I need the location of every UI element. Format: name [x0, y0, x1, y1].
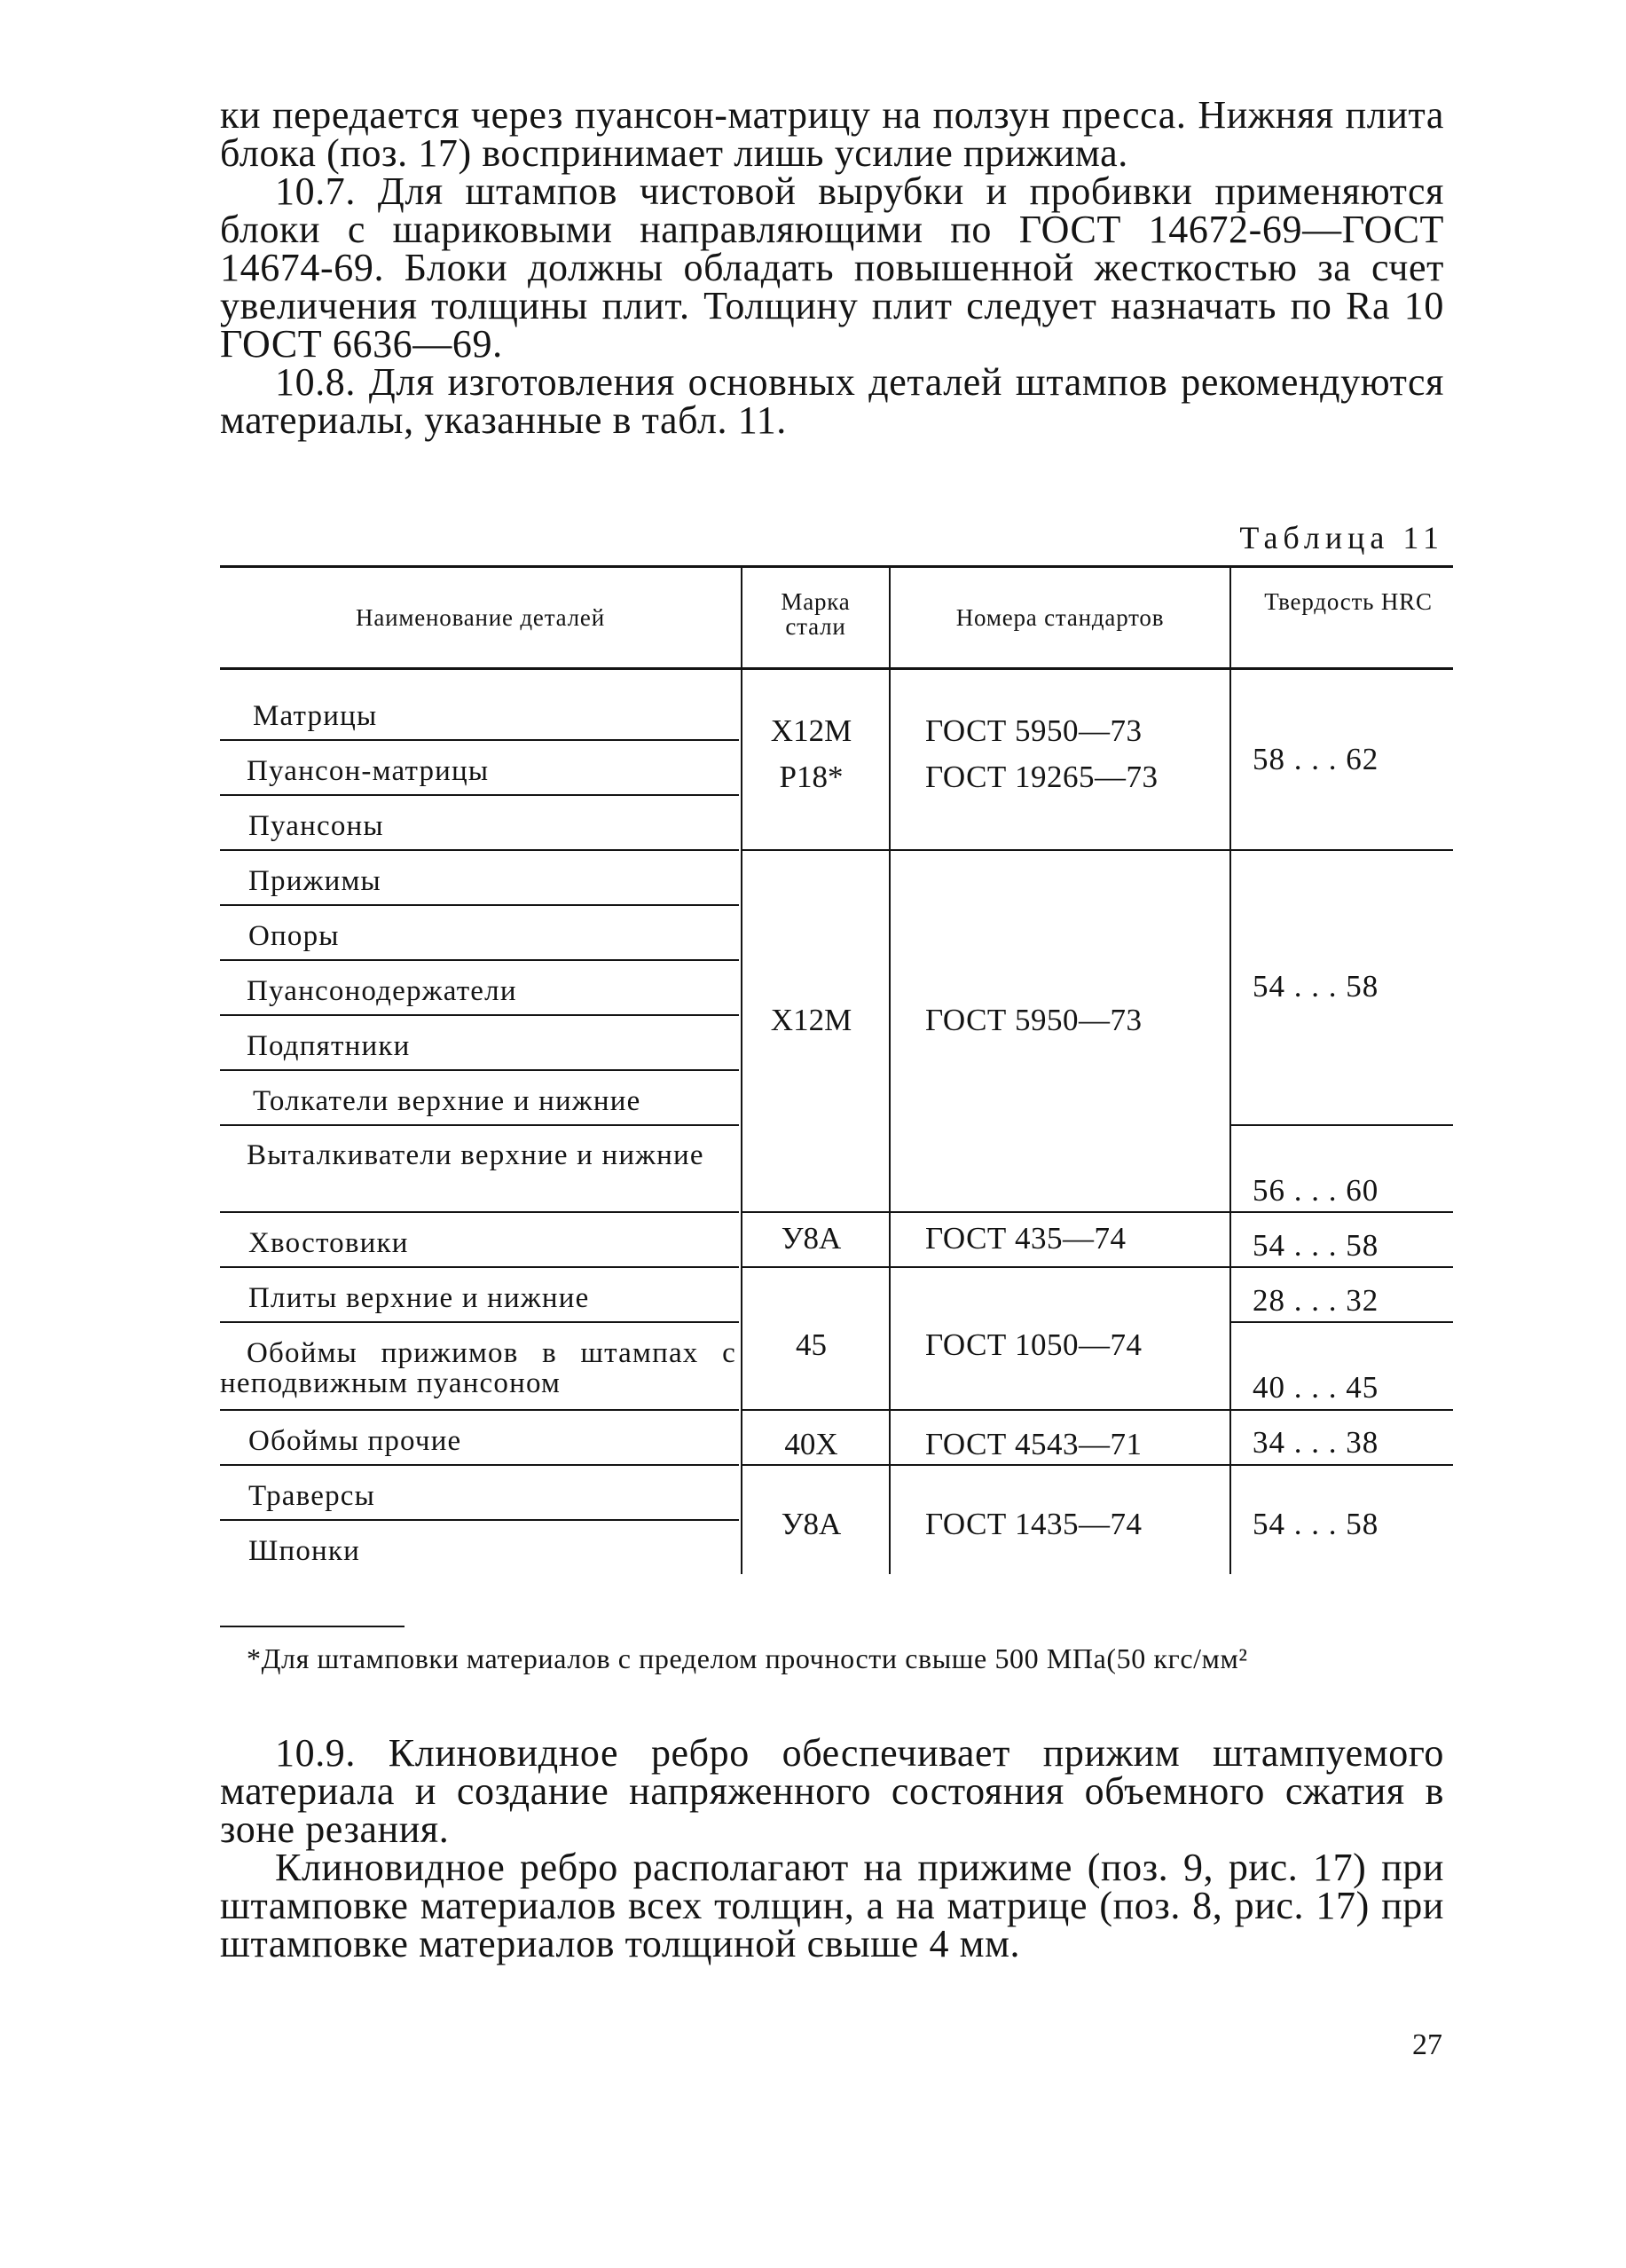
gost-standard: ГОСТ 5950—73	[925, 713, 1143, 748]
part-name: Хвостовики	[248, 1227, 409, 1259]
steel-mark: 40Х	[784, 1427, 838, 1461]
hardness-rule	[1231, 1409, 1453, 1411]
hardness-rule	[1231, 1266, 1453, 1268]
row-rule	[220, 1321, 739, 1323]
part-name: Траверсы	[248, 1480, 376, 1512]
hardness-value: 54 . . . 58	[1253, 1507, 1379, 1541]
gost-standard: ГОСТ 1050—74	[925, 1327, 1143, 1362]
gost-standard: ГОСТ 435—74	[925, 1221, 1127, 1256]
gost-standard: ГОСТ 1435—74	[925, 1507, 1143, 1541]
steel-mark: Х12М	[770, 713, 852, 748]
group-rule	[742, 1211, 1229, 1213]
row-rule	[220, 1211, 739, 1213]
paragraph: ки передается через пуансон-матрицу на ползун пресса. Нижняя плита блока (поз. 17) воспринимает лишь усилие прижима.	[220, 93, 1444, 175]
header-hrc: Твердость HRC	[1264, 588, 1433, 615]
hardness-rule	[1231, 1464, 1453, 1466]
part-name: Обоймы прижимов в штампах с неподвижным пуансоном	[220, 1337, 736, 1399]
row-rule	[220, 904, 739, 906]
group-rule	[742, 1464, 1229, 1466]
body-text-top	[220, 93, 1444, 442]
part-name: Пуансоны	[248, 810, 384, 842]
part-name: Выталкиватели верхние и нижние	[247, 1139, 704, 1171]
part-name: Подпятники	[247, 1030, 411, 1062]
part-name: Матрицы	[253, 700, 378, 732]
footnote-rule	[220, 1626, 405, 1627]
part-name: Пуансон-матрицы	[247, 755, 490, 787]
row-rule	[220, 849, 739, 851]
hardness-value: 54 . . . 58	[1253, 1228, 1379, 1263]
hardness-value: 34 . . . 38	[1253, 1425, 1379, 1460]
paragraph: Клиновидное ребро располагают на прижиме (поз. 9, рис. 17) при штамповке материалов всех толщин, а на матрице (поз. 8, рис. 17) при штамповке материалов толщиной свыше 4 мм.	[220, 1846, 1444, 1965]
row-rule	[220, 794, 739, 796]
steel-mark: У8А	[781, 1507, 842, 1541]
header-gost: Номера стандартов	[955, 604, 1165, 631]
group-rule	[742, 849, 1229, 851]
column-divider	[1229, 568, 1231, 1574]
hardness-rule	[1231, 1321, 1453, 1323]
part-name: Обоймы прочие	[248, 1425, 462, 1457]
hardness-value: 56 . . . 60	[1253, 1173, 1379, 1208]
part-name: Шпонки	[248, 1535, 361, 1567]
hardness-value: 58 . . . 62	[1253, 742, 1379, 776]
footnote: *Для штамповки материалов с пределом прочности свыше 500 МПа(50 кгс/мм²	[247, 1642, 1248, 1674]
header-mark: Марка стали	[781, 588, 851, 640]
part-name: Пуансонодержатели	[247, 975, 517, 1007]
row-rule	[220, 1409, 739, 1411]
table-header-rule	[220, 667, 1453, 670]
paragraph-10-8: 10.8. Для изготовления основных деталей штампов рекомендуются материалы, указанные в табл. 11.	[220, 360, 1444, 442]
steel-mark: 45	[796, 1327, 827, 1362]
gost-standard: ГОСТ 5950—73	[925, 1003, 1143, 1037]
row-rule	[220, 1069, 739, 1071]
row-rule	[220, 1014, 739, 1016]
gost-standard: ГОСТ 19265—73	[925, 760, 1159, 794]
table-top-rule	[220, 565, 1453, 568]
page-number: 27	[1412, 2028, 1442, 2061]
gost-standard: ГОСТ 4543—71	[925, 1427, 1143, 1461]
group-rule	[742, 1266, 1229, 1268]
row-rule	[220, 1519, 739, 1521]
row-rule	[220, 959, 739, 961]
group-rule	[742, 1409, 1229, 1411]
hardness-rule	[1231, 1211, 1453, 1213]
body-text-bottom	[220, 1731, 1444, 1965]
column-divider	[889, 568, 891, 1574]
hardness-rule	[1231, 849, 1453, 851]
part-name: Опоры	[248, 920, 340, 952]
paragraph-10-9: 10.9. Клиновидное ребро обеспечивает прижим штампуемого материала и создание напряженного состояния объемного сжатия в зоне резания.	[220, 1731, 1444, 1851]
steel-mark: У8А	[781, 1221, 842, 1256]
header-name: Наименование деталей	[356, 604, 605, 631]
paragraph-10-7: 10.7. Для штампов чистовой вырубки и пробивки применяются блоки с шариковыми направляющими по ГОСТ 14672-69—ГОСТ 14674-69. Блоки должны обладать повышенной жесткостью за счет увеличения толщины плит. Толщину плит следует назначать по Ra 10 ГОСТ 6636—69.	[220, 169, 1444, 366]
hardness-value: 28 . . . 32	[1253, 1283, 1379, 1318]
row-rule	[220, 1266, 739, 1268]
table-caption: Таблица 11	[1239, 520, 1444, 555]
part-name: Плиты верхние и нижние	[248, 1282, 590, 1314]
part-name: Прижимы	[248, 865, 381, 897]
row-rule	[220, 1124, 739, 1126]
steel-mark: Р18*	[779, 760, 844, 794]
row-rule	[220, 1464, 739, 1466]
hardness-rule	[1231, 1124, 1453, 1126]
hardness-value: 40 . . . 45	[1253, 1370, 1379, 1405]
part-name: Толкатели верхние и нижние	[253, 1085, 641, 1117]
row-rule	[220, 739, 739, 741]
hardness-value: 54 . . . 58	[1253, 969, 1379, 1004]
steel-mark: Х12М	[770, 1003, 852, 1037]
